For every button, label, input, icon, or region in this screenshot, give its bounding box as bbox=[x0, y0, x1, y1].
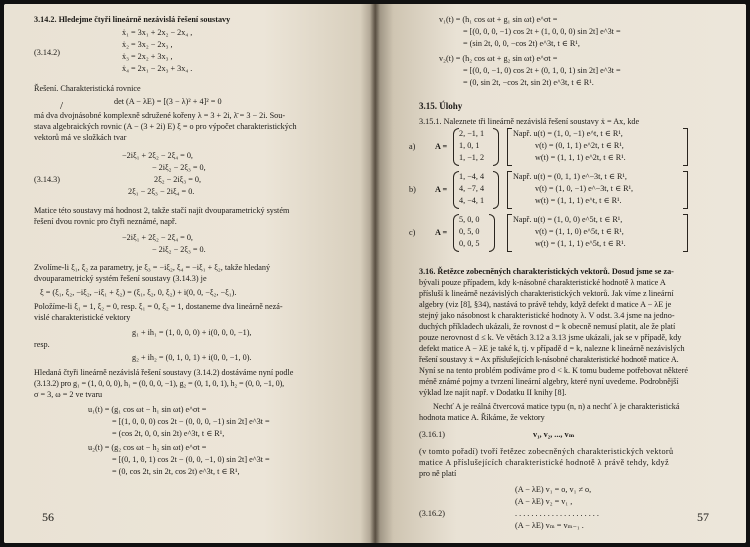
solution-u2-line2: = [(0, 1, 0, 1) cos 2t − (0, 0, −1, 0) sin 2t] e^3t = bbox=[112, 455, 270, 464]
text-line: duchých příkladech ukázali, že rovnost d = k obecně nemusí platit, ale že platí bbox=[419, 322, 676, 331]
solution-u1-line2: = [(1, 0, 0, 0) cos 2t − (0, 0, 0, −1) sin 2t] e^3t = bbox=[112, 417, 270, 426]
text-line: σ = 3, ω = 2 ve tvaru bbox=[34, 390, 103, 399]
answer-b-w: w(t) = (1, 1, 1) e^t, t ∈ R¹. bbox=[535, 196, 622, 205]
equation-label: (3.14.2) bbox=[34, 48, 60, 57]
matrix-c-symbol: A = bbox=[435, 228, 448, 237]
text-line: vislé charakteristické vektory bbox=[34, 313, 131, 322]
matrix-a-row: 2, −1, 1 bbox=[459, 129, 485, 138]
solution-v1-line3: = (sin 2t, 0, 0, −cos 2t) e^3t, t ∈ R¹, bbox=[463, 39, 580, 48]
solution-v2-line2: = [(0, 0, −1, 0) cos 2t + (0, 1, 0, 1) sin 2t] e^3t = bbox=[463, 66, 621, 75]
text-line: vektorů má ve složkách tvar bbox=[34, 133, 127, 142]
answer-a-right-bracket bbox=[683, 128, 688, 166]
text-line: Matice této soustavy má hodnost 2, takže stačí najít dvouparametrický systém bbox=[34, 206, 290, 215]
solution-u1: u₁(t) = (g₁ cos ωt − h₁ sin ωt) e^σt = bbox=[88, 405, 207, 414]
text-line: pro ně platí bbox=[419, 469, 457, 478]
matrix-c-row: 0, 5, 0 bbox=[459, 227, 480, 236]
text-line: Nechť A je reálná čtvercová matice typu (n, n) a nechť λ je charakteristická bbox=[433, 402, 680, 411]
system-row-1: ẋ₁ = 3x₁ + 2x₂ − 2x₄ , bbox=[122, 28, 193, 37]
answer-a-left-bracket bbox=[507, 128, 512, 166]
exercise-label-b: b) bbox=[409, 185, 416, 194]
solution-v2: v₂(t) = (h₂ cos ωt + g₂ sin ωt) e^σt = bbox=[439, 54, 558, 63]
matrix-a-row: 1, −1, 2 bbox=[459, 153, 485, 162]
text-line: dvouparametrický systém řešení soustavy (3.14.3) je bbox=[34, 274, 207, 283]
text-line: (3.13.2) pro g₁ = (1, 0, 0, 0), h₁ = (0, 0, 0, −1), g₂ = (0, 1, 0, 1), h₂ = (0, 0, −1, 0), bbox=[34, 379, 285, 388]
exercise-label-c: c) bbox=[409, 228, 416, 237]
pencil-mark-icon: / bbox=[60, 100, 64, 112]
system-row-2: ẋ₂ = 3x₂ − 2x₃ , bbox=[122, 40, 173, 49]
text-line: Hledaná čtyři lineárně nezávislá řešení soustavy (3.14.2) dostáváme nyní podle bbox=[34, 368, 294, 377]
equation-label: (3.16.2) bbox=[419, 509, 445, 518]
text-line: výklad lze najít např. v Dodatku II knihy [8]. bbox=[419, 388, 567, 397]
matrix-a-symbol: A = bbox=[435, 142, 448, 151]
answer-c-w: w(t) = (1, 1, 1) e^5t, t ∈ R¹. bbox=[535, 239, 626, 248]
page-number: 56 bbox=[42, 510, 54, 524]
answer-c-v: v(t) = (1, 1, 0) e^5t, t ∈ R¹, bbox=[535, 227, 624, 236]
chain-dots: . . . . . . . . . . . . . . . . . . . . . bbox=[515, 509, 599, 518]
answer-c-left-bracket bbox=[507, 214, 512, 252]
answer-b-v: v(t) = (1, 0, −1) e^−3t, t ∈ R¹, bbox=[535, 184, 634, 193]
chain-eq-1: (A − λE) v₁ = o, v₁ ≠ o, bbox=[515, 485, 592, 494]
solution-v2-line3: = (0, sin 2t, −cos 2t, sin 2t) e^3t, t ∈ R¹. bbox=[463, 78, 594, 87]
system-row: −2iξ₁ + 2ξ₂ − 2ξ₄ = 0, bbox=[122, 233, 193, 242]
text-line-spaced: matice A příslušejících charakteristické hodnotě λ právě tehdy, když bbox=[419, 458, 670, 467]
solution-v1: v₁(t) = (h₁ cos ωt + g₁ sin ωt) e^σt = bbox=[439, 15, 558, 24]
text-line: bývali pouze případem, kdy k-násobné charakteristické hodnotě λ matice A bbox=[419, 278, 666, 287]
matrix-c-right-paren bbox=[489, 214, 495, 252]
vector-g2: g₂ + ih₂ = (0, 1, 0, 1) + i(0, 0, −1, 0). bbox=[132, 353, 252, 362]
text-line-spaced: (v tomto pořadí) tvoří řetězec zobecněných charakteristických vektorů bbox=[419, 447, 674, 456]
characteristic-equation: det (A − λE) = [(3 − λ)² + 4]² = 0 bbox=[114, 97, 222, 106]
book-gutter bbox=[370, 4, 380, 543]
matrix-b-symbol: A = bbox=[435, 185, 448, 194]
solution-v1-line2: = [(0, 0, 0, −1) cos 2t + (1, 0, 0, 0) sin 2t] e^3t = bbox=[463, 27, 621, 36]
text-line: řešení soustavy ẋ = Ax příslušejících k-násobné charakteristické hodnotě matice A. bbox=[419, 355, 679, 364]
system-row: − 2iξ₂ − 2ξ₃ = 0, bbox=[152, 163, 206, 172]
system-row-3: ẋ₃ = 2x₂ + 3x₃ , bbox=[122, 52, 173, 61]
exercise-label-a: a) bbox=[409, 142, 416, 151]
matrix-c-row: 0, 0, 5 bbox=[459, 239, 480, 248]
right-page bbox=[375, 4, 746, 543]
answer-a-u: Např. u(t) = (1, 0, −1) e^t, t ∈ R¹, bbox=[513, 129, 623, 138]
answer-b-left-bracket bbox=[507, 171, 512, 209]
text-line: algebry (viz [8], §34), nastává to právě tehdy, když defekt d matice A − λE je bbox=[419, 300, 672, 309]
answer-c-u: Např. u(t) = (1, 0, 0) e^5t, t ∈ R¹, bbox=[513, 215, 623, 224]
text-line: méně známé pojmy a tvrzení lineární algebry, které nyní uvedeme. Podrobnější bbox=[419, 377, 679, 386]
solution-u1-line3: = (cos 2t, 0, 0, sin 2t) e^3t, t ∈ R¹, bbox=[112, 429, 225, 438]
chain-eq-m: (A − λE) vₘ = vₘ₋₁ . bbox=[515, 521, 584, 530]
left-page bbox=[4, 4, 375, 543]
system-row: − 2iξ₂ − 2ξ₃ = 0. bbox=[152, 245, 206, 254]
section-3-16-heading bbox=[419, 267, 674, 277]
solution-vector: ξ = (ξ₁, ξ₂, −iξ₂, −iξ₁ + ξ₂) = (ξ₁, ξ₂, 0, ξ₂) + i(0, 0, −ξ₂, −ξ₁). bbox=[40, 288, 237, 297]
equation-label: (3.16.1) bbox=[419, 430, 445, 439]
exercise-heading-3-14-2 bbox=[34, 15, 230, 25]
answer-a-v: v(t) = (0, 1, 1) e^2t, t ∈ R¹, bbox=[535, 141, 624, 150]
text-line: Zvolíme-li ξ₁, ξ₂ za parametry, je ξ₃ = −iξ₂, ξ₄ = −iξ₁ + ξ₂, takže hledaný bbox=[34, 263, 271, 272]
matrix-a-row: 1, 0, 1 bbox=[459, 141, 480, 150]
answer-b-u: Např. u(t) = (0, 1, 1) e^−3t, t ∈ R¹, bbox=[513, 172, 627, 181]
system-row: −2iξ₁ + 2ξ₂ − 2ξ₄ = 0, bbox=[122, 151, 193, 160]
solution-u2-line3: = (0, cos 2t, sin 2t, cos 2t) e^3t, t ∈ R¹, bbox=[112, 467, 240, 476]
matrix-c-row: 5, 0, 0 bbox=[459, 215, 480, 224]
text-line: hodnota matice A. Říkáme, že vektory bbox=[419, 413, 545, 422]
matrix-b-row: 4, −4, 1 bbox=[459, 196, 485, 205]
page-number: 57 bbox=[697, 510, 709, 524]
text-line: stava algebraických rovnic (A − (3 + 2i) E) ξ = o pro výpočet charakteristických bbox=[34, 122, 297, 131]
exercise-intro: 3.15.1. Naleznete tři lineárně nezávislá řešení soustavy ẋ = Ax, kde bbox=[419, 117, 640, 126]
text-line: pouze nerovnost d ≤ k. Ve větách 3.12 a 3.13 jsme ukázali, jak se v případě, kdy bbox=[419, 333, 682, 342]
answer-b-right-bracket bbox=[683, 171, 688, 209]
matrix-b-right-paren bbox=[493, 171, 499, 209]
vector-g1: g₁ + ih₁ = (1, 0, 0, 0) + i(0, 0, 0, −1), bbox=[132, 328, 252, 337]
section-title: 3.15. Úlohy bbox=[419, 101, 463, 111]
matrix-b-row: 4, −7, 4 bbox=[459, 184, 485, 193]
section-3-16-text: 3.16. Řetězce zobecněných charakteristických vektorů. Dosud jsme se za- bbox=[419, 267, 674, 276]
system-row: 2ξ₂ − 2iξ₃ = 0, bbox=[154, 175, 202, 184]
solution-heading: Řešení. Charakteristická rovnice bbox=[34, 84, 141, 93]
system-row-4: ẋ₄ = 2x₁ − 2x₃ + 3x₄ . bbox=[122, 64, 193, 73]
system-row: 2ξ₁ − 2ξ₃ − 2iξ₄ = 0. bbox=[128, 187, 195, 196]
heading-text: 3.14.2. Hledejme čtyři lineárně nezávislá řešení soustavy bbox=[34, 15, 231, 24]
text-line: Položíme-li ξ₁ = 1, ξ₂ = 0, resp. ξ₁ = 0, ξ₂ = 1, dostaneme dva lineárně nezá- bbox=[34, 302, 283, 311]
text-line: Nyní se na tento problém podíváme pro d < k. K tomu budeme potřebovat některé bbox=[419, 366, 689, 375]
text-line: stejný jako násobnost k charakteristické hodnoty λ. V odst. 3.4 jsme na jedno- bbox=[419, 311, 675, 320]
text-line: přísluší k lineárně nezávislých charakteristických vektorů. Jak víme z lineární bbox=[419, 289, 674, 298]
book-spread bbox=[4, 4, 746, 543]
matrix-b-row: 1, −4, 4 bbox=[459, 172, 485, 181]
text-line: defekt matice A − λE je také k, tj. v případě d = k, nalezne k lineárně nezávislých bbox=[419, 344, 685, 353]
solution-u2: u₂(t) = (g₂ cos ωt − h₂ sin ωt) e^σt = bbox=[88, 443, 207, 452]
vector-chain: v₁, v₂, ..., vₘ bbox=[533, 430, 575, 439]
text-line: řešení dvou rovnic pro čtyři neznámé, např. bbox=[34, 217, 177, 226]
text-line: má dva dvojnásobné komplexně sdružené kořeny λ = 3 + 2i, λ̄ = 3 − 2i. Sou- bbox=[34, 111, 286, 120]
answer-a-w: w(t) = (1, 1, 1) e^2t, t ∈ R¹. bbox=[535, 153, 626, 162]
equation-label: (3.14.3) bbox=[34, 175, 60, 184]
matrix-a-right-paren bbox=[493, 128, 499, 166]
answer-c-right-bracket bbox=[683, 214, 688, 252]
text-line: resp. bbox=[34, 340, 50, 349]
chain-eq-2: (A − λE) v₂ = v₁ , bbox=[515, 497, 573, 506]
